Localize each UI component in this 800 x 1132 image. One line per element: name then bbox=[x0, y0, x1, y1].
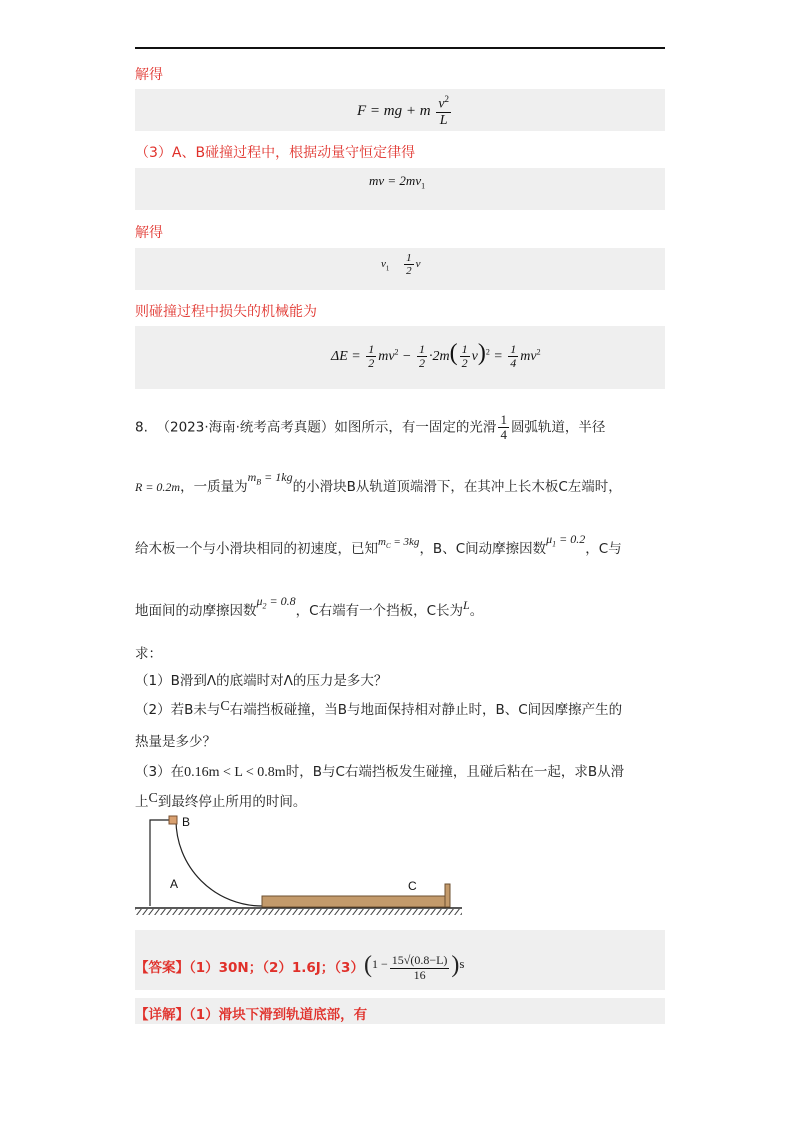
energy-loss-heading: 则碰撞过程中损失的机械能为 bbox=[135, 304, 317, 320]
label-a: A bbox=[170, 877, 179, 891]
quarter-arc-track bbox=[150, 820, 262, 906]
problem-line-3: 给木板一个与小滑块相同的初速度，已知$^{m_C = 3kg}$，B、C间动摩擦因数$\mu_1 = 0.2$，C与 bbox=[135, 532, 622, 557]
board-c bbox=[262, 896, 445, 907]
equation-box-energy bbox=[135, 326, 665, 389]
problem-line-2: R = 0.2m，一质量为$m_B = 1kg$的小滑块B从轨道顶端滑下，在其冲上长木板C左端时， bbox=[135, 470, 622, 495]
ground-hatch bbox=[135, 909, 462, 915]
problem-ask: 求： bbox=[135, 646, 162, 662]
question-3: （3）在0.16m < L < 0.8m时，B与C右端挡板发生碰撞，且碰后粘在一起，求B从滑 bbox=[135, 764, 625, 780]
equation-box-force bbox=[135, 89, 665, 131]
question-2-cont: 热量是多少？ bbox=[135, 734, 216, 750]
answer-line: 【答案】（1）30N；（2）1.6J；（3）(1 − $\frac{15√(0.8-L)}{16}$ )s bbox=[135, 952, 465, 982]
label-c: C bbox=[408, 879, 417, 893]
board-end-stop bbox=[445, 884, 450, 907]
slider-b bbox=[169, 816, 177, 824]
detail-box bbox=[135, 998, 665, 1024]
problem-line-1: 8. （2023·海南·统考高考真题）如图所示，有一固定的光滑 $\frac{1}{4}$ 圆弧轨道，半径 bbox=[135, 412, 606, 443]
label-b: B bbox=[182, 815, 191, 829]
track-figure bbox=[130, 812, 470, 918]
detail-line: 【详解】（1）滑块下滑到轨道底部，有 bbox=[135, 1007, 368, 1023]
equation-momentum: mv = $2mv_1$ bbox=[369, 173, 426, 191]
question-1: （1）B滑到Λ的底端时对Λ的压力是多大？ bbox=[135, 673, 388, 689]
equation-force: F = mg + m $\frac{v^2}{L}$ bbox=[357, 94, 450, 129]
problem-line-4: 地面间的动摩擦因数$\mu_2 = 0.8$，C右端有一个挡板，C长为L。 bbox=[135, 594, 484, 619]
label-solve-2: 解得 bbox=[135, 225, 163, 241]
question-2: （2）若B未与C右端挡板碰撞，当B与地面保持相对静止时，B、C间因摩擦产生的 bbox=[135, 699, 623, 718]
top-rule bbox=[135, 47, 665, 49]
equation-box-v1 bbox=[135, 248, 665, 290]
equation-v1: $v_1$ $\frac{1}{2}$ v bbox=[381, 252, 421, 278]
equation-energy: ΔE = $\frac{1}{2}$ $mv^2$ − $\frac{1}{2}$ ·2m( $\frac{1}{2}$ v)$^2$ = $\frac{1}{4}$ $mv^2$ bbox=[331, 340, 541, 371]
step3-heading: （3）A、B碰撞过程中，根据动量守恒定律得 bbox=[135, 145, 416, 161]
equation-box-momentum bbox=[135, 168, 665, 210]
question-3-cont: 上C到最终停止所用的时间。 bbox=[135, 791, 307, 810]
label-solve-1: 解得 bbox=[135, 67, 163, 83]
answer-box bbox=[135, 930, 665, 990]
